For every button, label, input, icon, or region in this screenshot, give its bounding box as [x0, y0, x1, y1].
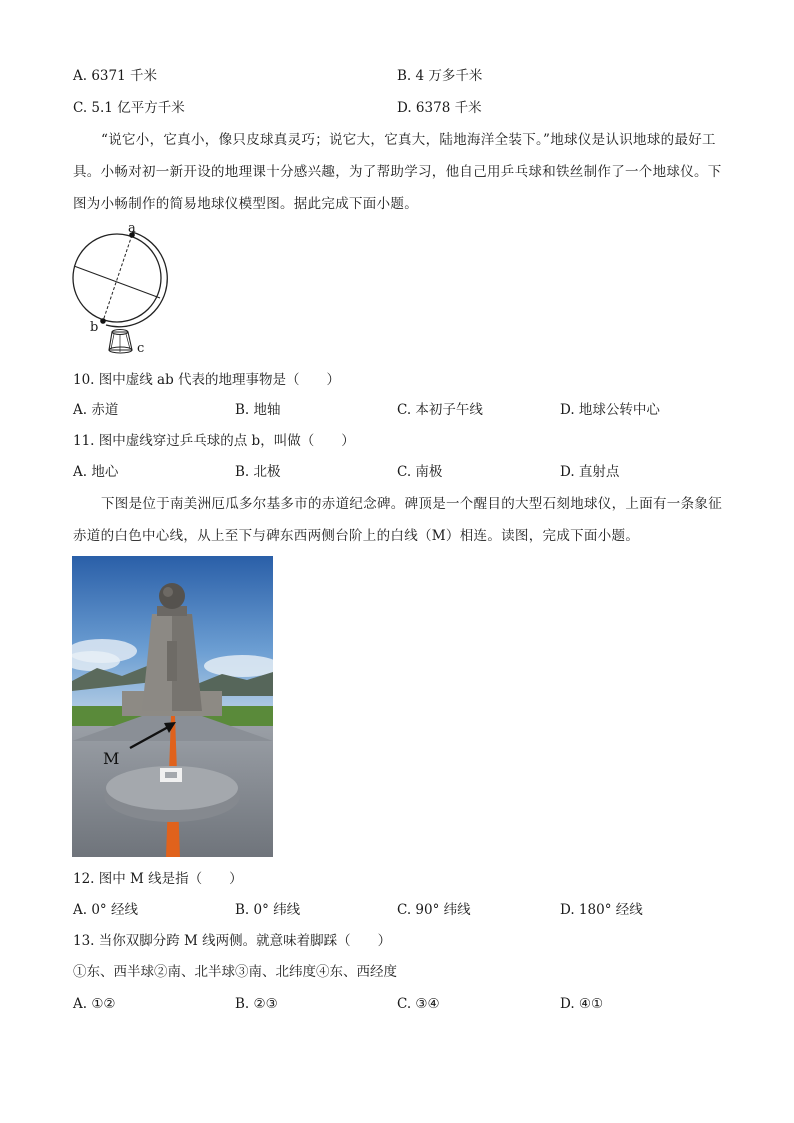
q11-option-c: C. 南极 — [397, 464, 443, 480]
q13-option-b: B. ②③ — [235, 996, 278, 1012]
q9-option-d: D. 6378 千米 — [397, 100, 482, 116]
q13-option-a: A. ①② — [73, 996, 116, 1012]
q11-option-d: D. 直射点 — [560, 464, 620, 480]
q13-option-d: D. ④① — [560, 996, 604, 1012]
equator-monument-photo — [72, 556, 273, 857]
q10-option-a: A. 赤道 — [73, 402, 119, 418]
q11-option-b: B. 北极 — [235, 464, 281, 480]
q9-option-c: C. 5.1 亿平方千米 — [73, 100, 185, 116]
q12-stem: 12. 图中 M 线是指（ ） — [73, 871, 243, 887]
q11-stem: 11. 图中虚线穿过乒乓球的点 b，叫做（ ） — [73, 433, 355, 449]
q13-choices: ①东、西半球②南、北半球③南、北纬度④东、西经度 — [73, 964, 397, 980]
globe-model-drawing — [70, 222, 180, 357]
q12-option-b: B. 0° 纬线 — [235, 902, 301, 918]
globe-label-c: c — [137, 341, 145, 356]
q9-option-a: A. 6371 千米 — [73, 68, 157, 84]
passage-equator-monument: 下图是位于南美洲厄瓜多尔基多市的赤道纪念碑。碑顶是一个醒目的大型石刻地球仪，上面有一条象征赤道的白色中心线，从上至下与碑东西两侧台阶上的白线（M）相连。读图，完成下面小题。 — [73, 496, 722, 544]
q10-option-b: B. 地轴 — [235, 402, 281, 418]
q12-option-d: D. 180° 经线 — [560, 902, 643, 918]
globe-model-figure — [70, 222, 180, 357]
q12-option-a: A. 0° 经线 — [73, 902, 138, 918]
q12-option-c: C. 90° 纬线 — [397, 902, 471, 918]
q11-option-a: A. 地心 — [73, 464, 119, 480]
q10-stem: 10. 图中虚线 ab 代表的地理事物是（ ） — [73, 372, 341, 388]
q13-option-c: C. ③④ — [397, 996, 440, 1012]
q13-stem: 13. 当你双脚分跨 M 线两侧。就意味着脚踩（ ） — [73, 933, 392, 949]
globe-label-b: b — [90, 320, 99, 335]
photo-label-m: M — [103, 749, 120, 768]
globe-label-a: a — [128, 221, 136, 236]
q10-option-d: D. 地球公转中心 — [560, 402, 660, 418]
passage-globe-intro: “说它小，它真小，像只皮球真灵巧；说它大，它真大，陆地海洋全装下。”地球仪是认识地球的最好工具。小畅对初一新开设的地理课十分感兴趣，为了帮助学习，他自己用乒乓球和铁丝制作了一个地球仪。下图为小畅制作的简易地球仪模型图。据此完成下面小题。 — [73, 132, 722, 212]
q10-option-c: C. 本初子午线 — [397, 402, 483, 418]
q9-option-b: B. 4 万多千米 — [397, 68, 483, 84]
monument-photo-drawing — [72, 556, 273, 857]
